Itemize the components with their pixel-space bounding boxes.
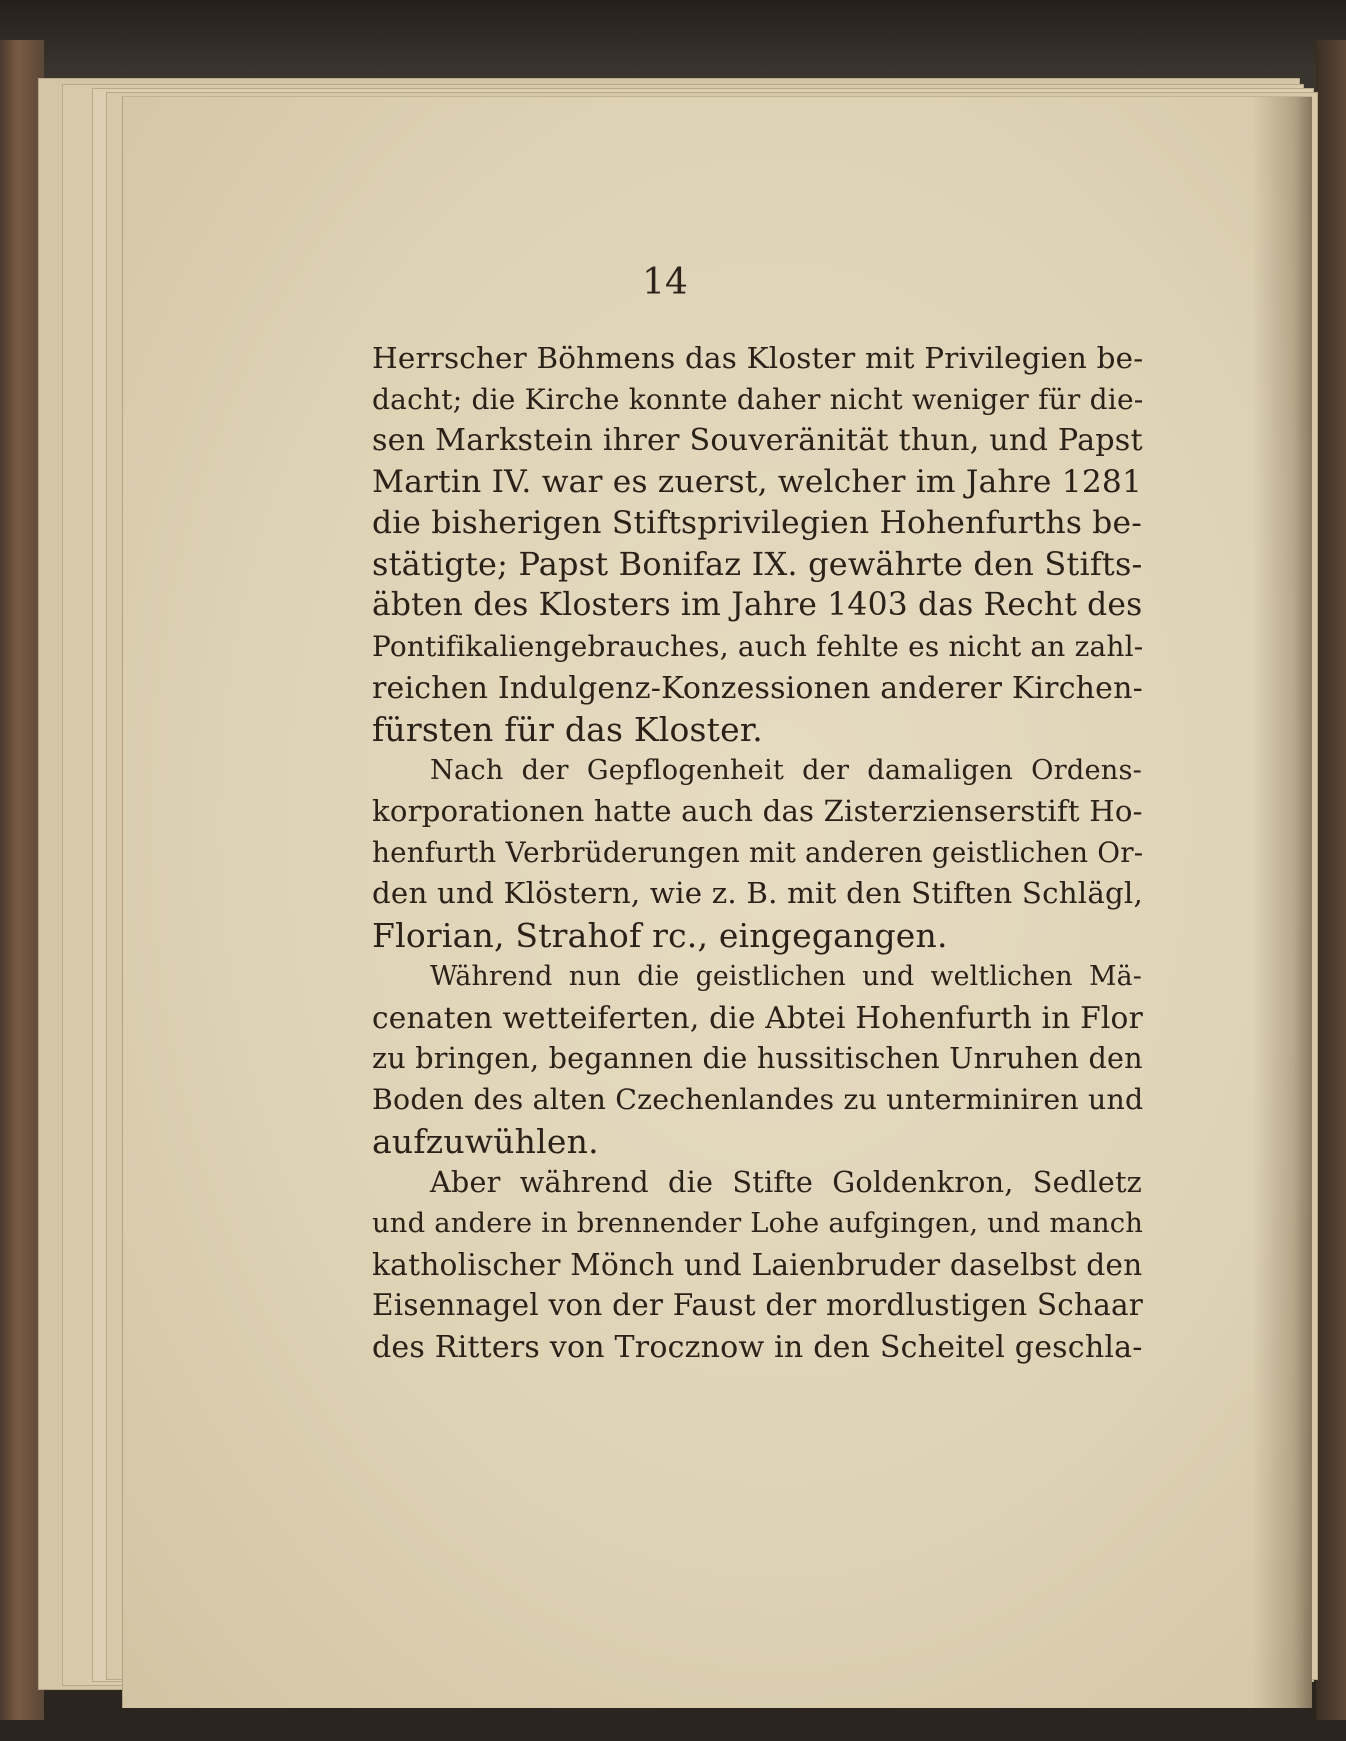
text-line: sen Markstein ihrer Souveränität thun, und Papst (372, 423, 1143, 459)
text-line: Nach der Gepflogenheit der damaligen Ordens- (430, 754, 1142, 786)
text-line: korporationen hatte auch das Zisterzienserstift Ho- (372, 794, 1143, 829)
text-line: fürsten für das Kloster. (372, 709, 763, 749)
page-number: 14 (642, 262, 688, 303)
text-line: zu bringen, begannen die hussitischen Unruhen den (372, 1041, 1143, 1076)
text-line: Eisennagel von der Faust der mordlustigen Schaar (372, 1288, 1144, 1323)
text-line: dacht; die Kirche konnte daher nicht weniger für die- (372, 383, 1144, 417)
text-line: Boden des alten Czechenlandes zu unterminiren und (372, 1083, 1144, 1117)
text-line: Aber während die Stifte Goldenkron, Sedletz (430, 1164, 1142, 1199)
text-line: äbten des Klosters im Jahre 1403 das Recht des (372, 587, 1143, 624)
text-line: henfurth Verbrüderungen mit anderen geistlichen Or- (372, 836, 1144, 870)
text-line: Florian, Strahof rc., eingegangen. (372, 915, 948, 955)
text-line: Pontifikaliengebrauches, auch fehlte es nicht an zahl- (372, 630, 1144, 664)
text-line: den und Klöstern, wie z. B. mit den Stiften Schlägl, (372, 876, 1143, 911)
text-line: aufzuwühlen. (372, 1121, 599, 1161)
text-line: und andere in brennender Lohe aufgingen, und manch (372, 1207, 1144, 1239)
text-line: Martin IV. war es zuerst, welcher im Jahre 1281 (372, 463, 1143, 500)
text-line: des Ritters von Trocznow in den Scheitel geschla- (372, 1329, 1143, 1365)
text-line: reichen Indulgenz-Konzessionen anderer Kirchen- (372, 670, 1143, 706)
text-line: Herrscher Böhmens das Kloster mit Privilegien be- (372, 341, 1144, 375)
text-line: stätigte; Papst Bonifaz IX. gewährte den Stifts- (372, 544, 1143, 583)
body-text (372, 338, 1272, 1368)
text-line: cenaten wetteiferten, die Abtei Hohenfurth in Flor (372, 1000, 1143, 1035)
text-line: Während nun die geistlichen und weltlichen Mä- (430, 960, 1142, 992)
text-line: die bisherigen Stiftsprivilegien Hohenfurths be- (372, 504, 1142, 541)
text-line: katholischer Mönch und Laienbruder daselbst den (372, 1247, 1143, 1283)
